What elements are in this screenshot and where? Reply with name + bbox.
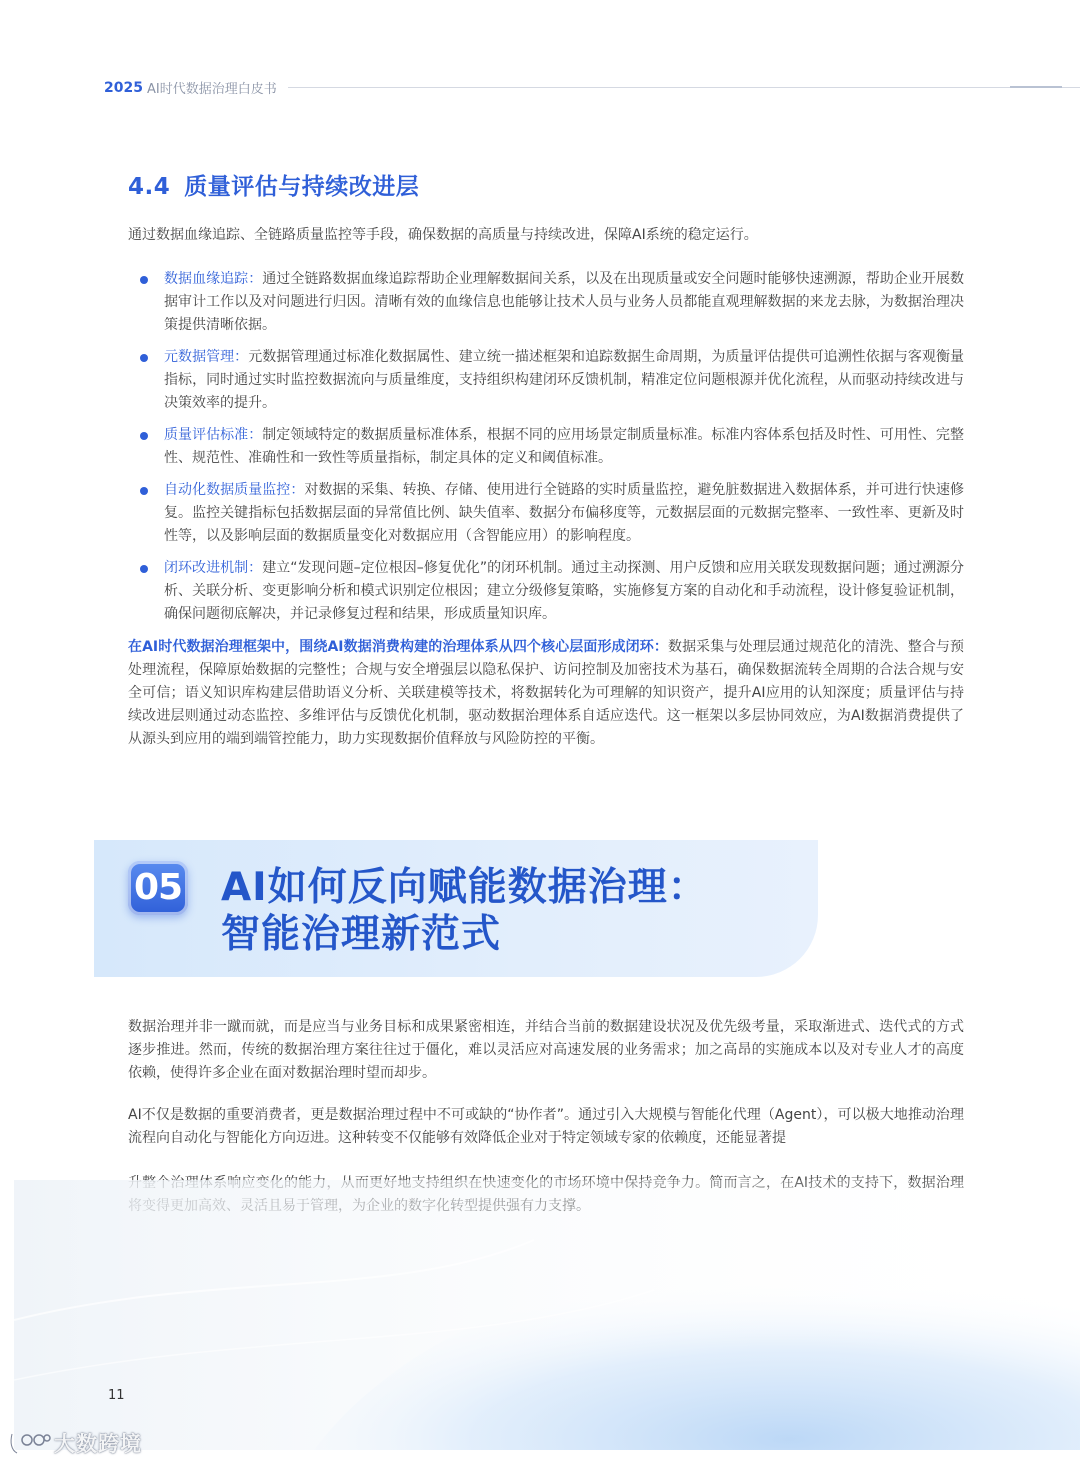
bullet-text: 通过全链路数据血缘追踪帮助企业理解数据间关系，以及在出现质量或安全问题时能够快速溯源，帮助企业开展数据审计工作以及对问题进行归因。清晰有效的血缘信息也能够让技术人员与业务人员都能直观理解数据的来龙去脉，为数据治理决策提供清晰依据。 [164,271,964,333]
bullet-text: 建立“发现问题–定位根因–修复优化”的闭环机制。通过主动探测、用户反馈和应用关联发现数据问题；通过溯源分析、关联分析、变更影响分析和模式识别定位根因；建立分级修复策略，实施修复方案的自动化和手动流程，设计修复验证机制，确保问题彻底解决，并记录修复过程和结果，形成质量知识库。 [164,560,964,622]
bullet-dot-icon [140,565,148,573]
bullet-term: 元数据管理： [164,349,249,365]
background-wave-graphic [14,1180,1080,1450]
bullet-list [128,268,964,635]
summary-text: 数据采集与处理层通过规范化的清洗、整合与预处理流程，保障原始数据的完整性；合规与安全增强层以隐私保护、访问控制及加密技术为基石，确保数据流转全周期的合法合规与安全可信；语义知识库构建层借助语义分析、关联建模等技术，将数据转化为可理解的知识资产，提升AI应用的认知深度；质量评估与持续改进层则通过动态监控、多维评估与反馈优化机制，驱动数据治理体系自适应迭代。这一框架以多层协同效应，为AI数据消费提供了从源头到应用的端到端管控能力，助力实现数据价值释放与风险防控的平衡。 [128,639,965,747]
bullet-text: 制定领域特定的数据质量标准体系，根据不同的应用场景定制质量标准。标准内容体系包括及时性、可用性、完整性、规范性、准确性和一致性等质量指标，制定具体的定义和阈值标准。 [164,427,964,466]
bullet-dot-icon [140,432,148,440]
chapter-paragraph: AI不仅是数据的重要消费者，更是数据治理过程中不可或缺的“协作者”。通过引入大规模与智能化代理（Agent），可以极大地推动治理流程向自动化与智能化方向迈进。这种转变不仅能够有效降低企业对于特定领域专家的依赖度，还能显著提 [128,1107,964,1146]
section-summary [128,636,964,751]
bullet-dot-icon [140,354,148,362]
chapter-title [221,864,781,958]
section-intro: 通过数据血缘追踪、全链路质量监控等手段，确保数据的高质量与持续改进，保障AI系统的稳定运行。 [128,227,758,243]
watermark [8,1428,142,1458]
bullet-item [128,557,964,626]
bullet-term: 自动化数据质量监控： [164,482,305,498]
section-title [128,168,419,201]
header-rule-accent [1010,86,1062,88]
section-number: 4.4 [128,174,171,200]
bullet-term: 闭环改进机制： [164,560,263,576]
bullet-item [128,479,964,548]
bullet-dot-icon [140,487,148,495]
header-title: AI时代数据治理白皮书 [146,82,277,97]
running-header [104,78,277,97]
chapter-paragraph: 数据治理并非一蹴而就，而是应当与业务目标和成果紧密相连，并结合当前的数据建设状况及优先级考量，采取渐进式、迭代式的方式逐步推进。然而，传统的数据治理方案往往过于僵化，难以灵活应对高速发展的业务需求；加之高昂的实施成本以及对专业人才的高度依赖，使得许多企业在面对数据治理时望而却步。 [128,1019,964,1081]
chapter-number-badge: 05 [128,861,188,915]
header-year: 2025 [104,79,143,96]
summary-lead: 在AI时代数据治理框架中，围绕AI数据消费构建的治理体系从四个核心层面形成闭环： [128,639,668,655]
decorative-background [14,1180,1080,1450]
page-number: 11 [108,1388,125,1403]
bullet-item [128,346,964,415]
bullet-item [128,268,964,337]
bullet-text: 元数据管理通过标准化数据属性、建立统一描述框架和追踪数据生命周期，为质量评估提供可追溯性依据与客观衡量指标，同时通过实时监控数据流向与质量维度，支持组织构建闭环反馈机制，精准定位问题根源并优化流程，从而驱动持续改进与决策效率的提升。 [164,349,965,411]
chapter-title-line2: 智能治理新范式 [221,912,502,957]
chapter-title-line1: AI如何反向赋能数据治理： [221,865,708,910]
bullet-term: 数据血缘追踪： [164,271,263,287]
header-rule [288,87,1080,88]
bullet-item [128,424,964,470]
section-title-text: 质量评估与持续改进层 [184,174,420,200]
watermark-text: 大数跨境 [54,1432,142,1456]
bullet-text: 对数据的采集、转换、存储、使用进行全链路的实时质量监控，避免脏数据进入数据体系，并可进行快速修复。监控关键指标包括数据层面的异常值比例、缺失值率、数据分布偏移度等，元数据层面的元数据完整率、一致性率、更新及时性等，以及影响层面的数据质量变化对数据应用（含智能应用）的影响程度。 [164,482,964,544]
bullet-dot-icon [140,276,148,284]
bullet-term: 质量评估标准： [164,427,263,443]
watermark-logo-icon [8,1430,54,1456]
